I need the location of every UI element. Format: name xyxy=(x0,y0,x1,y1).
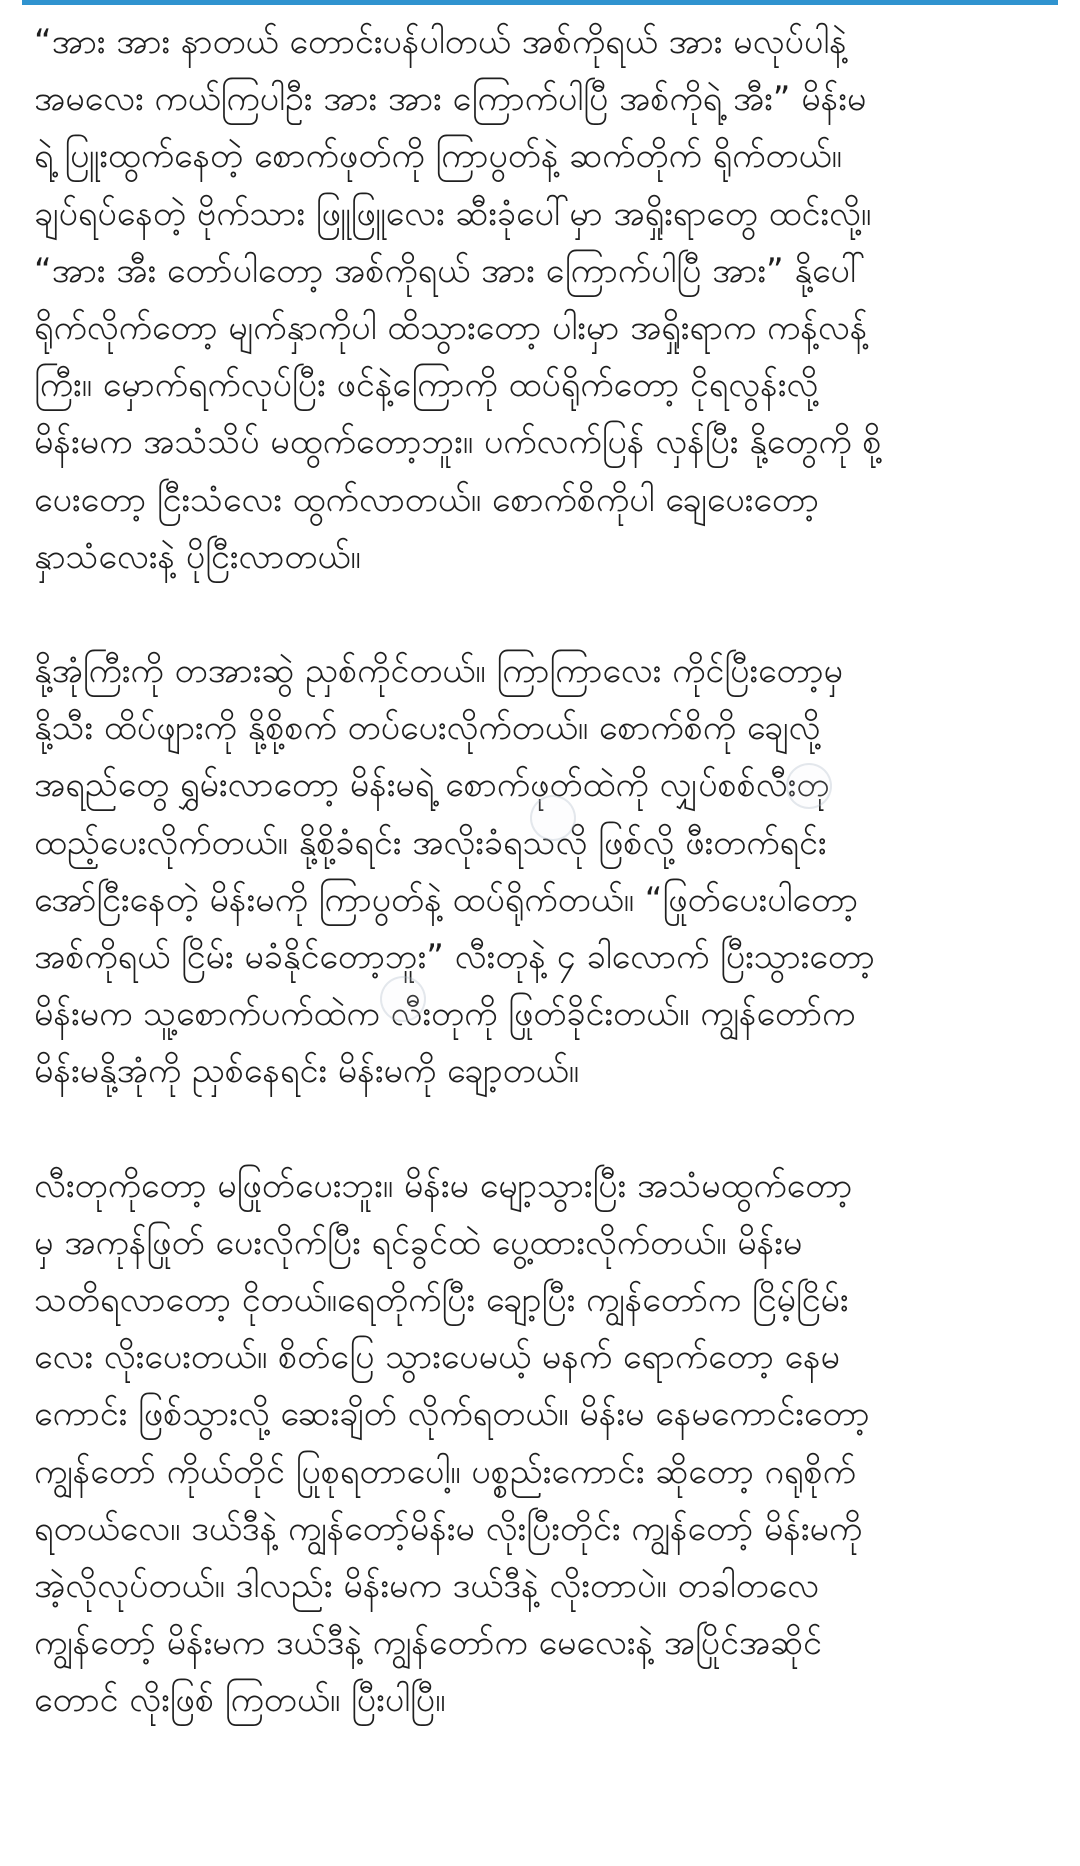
article-paragraph-3: လီးတုကိုတော့ မဖြုတ်ပေးဘူး။ မိန်းမ မျော့သွားပြီး အသံမထွက်တော့ မှ အကုန်ဖြုတ် ပေးလိုက်ပြီး ရင်ခွင်ထဲ ပွေ့ထားလိုက်တယ်။ မိန်းမ သတိရလာတော့ ငိုတယ်။ရေတိုက်ပြီး ချော့ပြီး ကျွန်တော်က ငြိမ့်ငြိမ်း လေး လိုးပေးတယ်။ စိတ်ပြေ သွားပေမယ့် မနက် ရောက်တော့ နေမ ကောင်း ဖြစ်သွားလို့ ဆေးချိတ် လိုက်ရတယ်။ မိန်းမ နေမကောင်းတော့ ကျွန်တော် ကိုယ်တိုင် ပြုစုရတာပေါ့။ ပစ္စည်းကောင်း ဆိုတော့ ဂရုစိုက် ရတယ်လေ။ ဒယ်ဒီနဲ့ ကျွန်တော့်မိန်းမ လိုးပြီးတိုင်း ကျွန်တော့် မိန်းမကို အဲ့လိုလုပ်တယ်။ ဒါလည်း မိန်းမက ဒယ်ဒီနဲ့ လိုးတာပဲ။ တခါတလေ ကျွန်တော့် မိန်းမက ဒယ်ဒီနဲ့ ကျွန်တော်က မေလေးနဲ့ အပြိုင်အဆိုင် တောင် လိုးဖြစ် ကြတယ်။ ပြီးပါပြီ။ xyxy=(34,1165,870,1721)
top-accent-bar xyxy=(22,0,1058,5)
article-body xyxy=(34,14,1044,1730)
article-paragraph-2: နို့အုံကြီးကို တအားဆွဲ ညှစ်ကိုင်တယ်။ ကြာကြာလေး ကိုင်ပြီးတော့မှ နို့သီး ထိပ်ဖျားကို နို့စို့စက် တပ်ပေးလိုက်တယ်။ စောက်စိကို ချေလို့ အရည်တွေ ရွှမ်းလာတော့ မိန်းမရဲ့ စောက်ဖုတ်ထဲကို လျှပ်စစ်လီးတု ထည့်ပေးလိုက်တယ်။ နို့စို့ခံရင်း အလိုးခံရသလို ဖြစ်လို့ ဖီးတက်ရင်း အော်ငြီးနေတဲ့ မိန်းမကို ကြာပွတ်နဲ့ ထပ်ရိုက်တယ်။ “ဖြုတ်ပေးပါတော့ အစ်ကိုရယ် ငြိမ်း မခံနိုင်တော့ဘူး” လီးတုနဲ့ ၄ ခါလောက် ပြီးသွားတော့ မိန်းမက သူ့စောက်ပက်ထဲက လီးတုကို ဖြုတ်ခိုင်းတယ်။ ကျွန်တော်က မိန်းမနို့အုံကို ညှစ်နေရင်း မိန်းမကို ချော့တယ်။ xyxy=(34,651,875,1092)
touch-indicator xyxy=(380,976,426,1022)
article-paragraph-1: “အား အား နာတယ် တောင်းပန်ပါတယ် အစ်ကိုရယ် အား မလုပ်ပါနဲ့ အမလေး ကယ်ကြပါဦး အား အား ကြောက်ပါပြီ အစ်ကိုရဲ့ အီး” မိန်းမ ရဲ့ ပြူးထွက်နေတဲ့ စောက်ဖုတ်ကို ကြာပွတ်နဲ့ ဆက်တိုက် ရိုက်တယ်။ ချပ်ရပ်နေတဲ့ ဗိုက်သား ဖြူဖြူလေး ဆီးခုံပေါ်မှာ အရှိုးရာတွေ ထင်းလို့။ “အား အီး တော်ပါတော့ အစ်ကိုရယ် အား ကြောက်ပါပြီ အား” နို့ပေါ် ရိုက်လိုက်တော့ မျက်နှာကိုပါ ထိသွားတော့ ပါးမှာ အရှိုးရာက ကန့်လန့် ကြီး။ မှောက်ရက်လုပ်ပြီး ဖင်နဲ့ကြောကို ထပ်ရိုက်တော့ ငိုရလွန်းလို့ မိန်းမက အသံသိပ် မထွက်တော့ဘူး။ ပက်လက်ပြန် လှန်ပြီး နို့တွေကို စို့ ပေးတော့ ငြီးသံလေး ထွက်လာတယ်။ စောက်စိကိုပါ ချေပေးတော့ နှာသံလေးနဲ့ ပိုငြီးလာတယ်။ xyxy=(34,22,882,577)
touch-indicator xyxy=(530,795,576,841)
touch-indicator xyxy=(786,763,832,809)
